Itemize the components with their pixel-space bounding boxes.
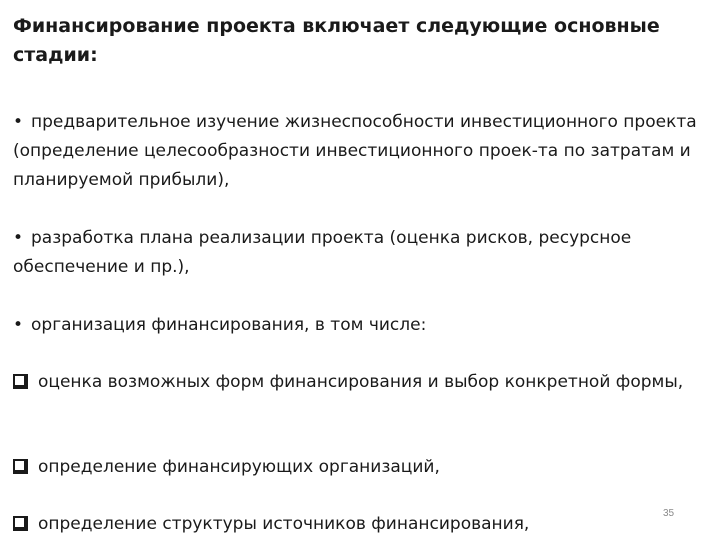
slide-title: Финансирование проекта включает следующие основные стадии: <box>13 15 660 66</box>
bullet-text: разработка плана реализации проекта (оценка рисков, ресурсное обеспечение и пр.), <box>13 228 632 277</box>
sub-item <box>13 510 713 539</box>
bullet-item <box>13 108 713 195</box>
bullet-marker: • <box>13 315 24 335</box>
bullet-text: предварительное изучение жизнеспособности инвестиционного проекта (определение целесообразности инвестиционного проек-та по затратам и планируемой прибыли), <box>13 112 697 190</box>
sub-item <box>13 368 713 397</box>
sub-item-text: оценка возможных форм финансирования и выбор конкретной формы, <box>38 372 684 392</box>
checkbox-square-icon <box>13 516 28 531</box>
checkbox-square-icon <box>13 459 28 474</box>
bullet-item <box>13 224 713 282</box>
bullet-text: организация финансирования, в том числе: <box>31 315 427 335</box>
sub-item <box>13 453 713 482</box>
sub-item-text: определение структуры источников финансирования, <box>38 514 530 534</box>
checkbox-square-icon <box>13 374 28 389</box>
bullet-item <box>13 311 713 340</box>
page-number: 35 <box>663 508 675 519</box>
bullet-marker: • <box>13 228 24 248</box>
bullet-marker: • <box>13 112 24 132</box>
sub-item-text: определение финансирующих организаций, <box>38 457 440 477</box>
